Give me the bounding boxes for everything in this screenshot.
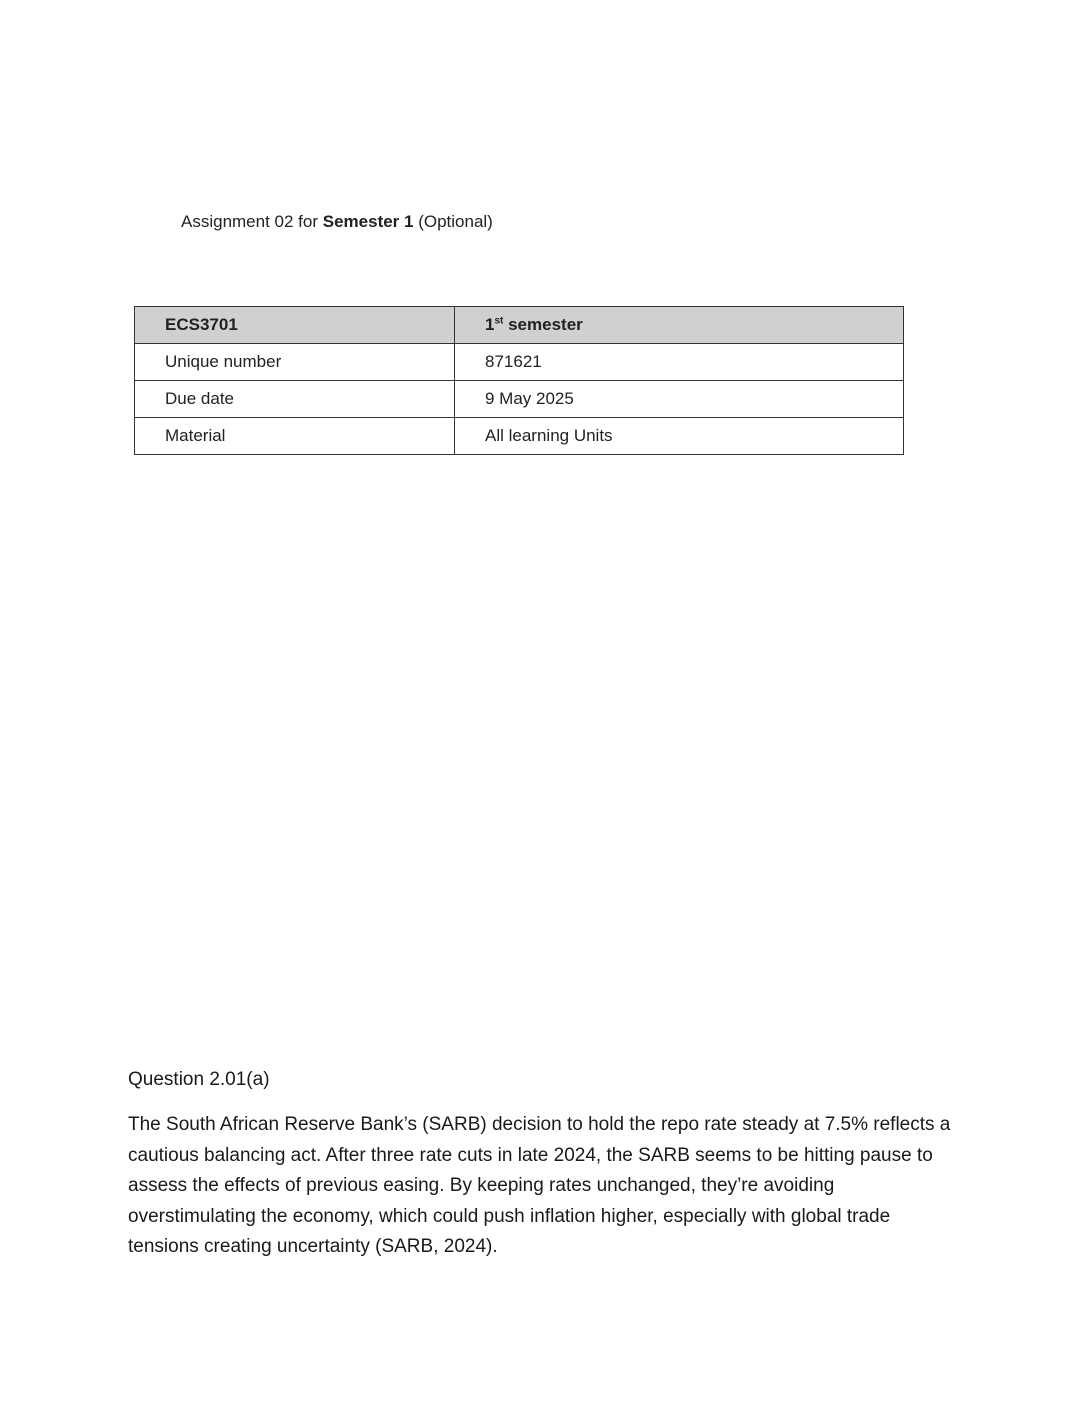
table-row (135, 418, 904, 455)
question-heading: Question 2.01(a) (128, 1069, 270, 1090)
row-value: 871621 (455, 344, 904, 381)
row-label: Unique number (135, 344, 455, 381)
assignment-title (181, 212, 493, 232)
title-text-1: Assignment 02 for (181, 212, 323, 231)
table-header-row (135, 307, 904, 344)
semester-cell (455, 307, 904, 344)
table-row (135, 381, 904, 418)
row-value: All learning Units (455, 418, 904, 455)
question-answer-paragraph: The South African Reserve Bank’s (SARB) decision to hold the repo rate steady at 7.5% reflects a cautious balancing act. After three rate cuts in late 2024, the SARB seems to be hitting pause to assess the effects of previous easing. By keeping rates unchanged, they’re avoiding overstimulating the economy, which could push inflation higher, especially with global trade tensions creating uncertainty (SARB, 2024). (128, 1114, 951, 1257)
semester-number: 1 (485, 315, 495, 334)
table-row (135, 344, 904, 381)
row-label: Material (135, 418, 455, 455)
assignment-info-table (134, 306, 904, 455)
semester-ordinal: st (494, 315, 504, 327)
course-code-cell: ECS3701 (135, 307, 455, 344)
row-label: Due date (135, 381, 455, 418)
semester-word: semester (503, 315, 583, 334)
row-value: 9 May 2025 (455, 381, 904, 418)
title-text-3: (Optional) (413, 212, 493, 231)
title-text-2: Semester 1 (322, 212, 414, 231)
